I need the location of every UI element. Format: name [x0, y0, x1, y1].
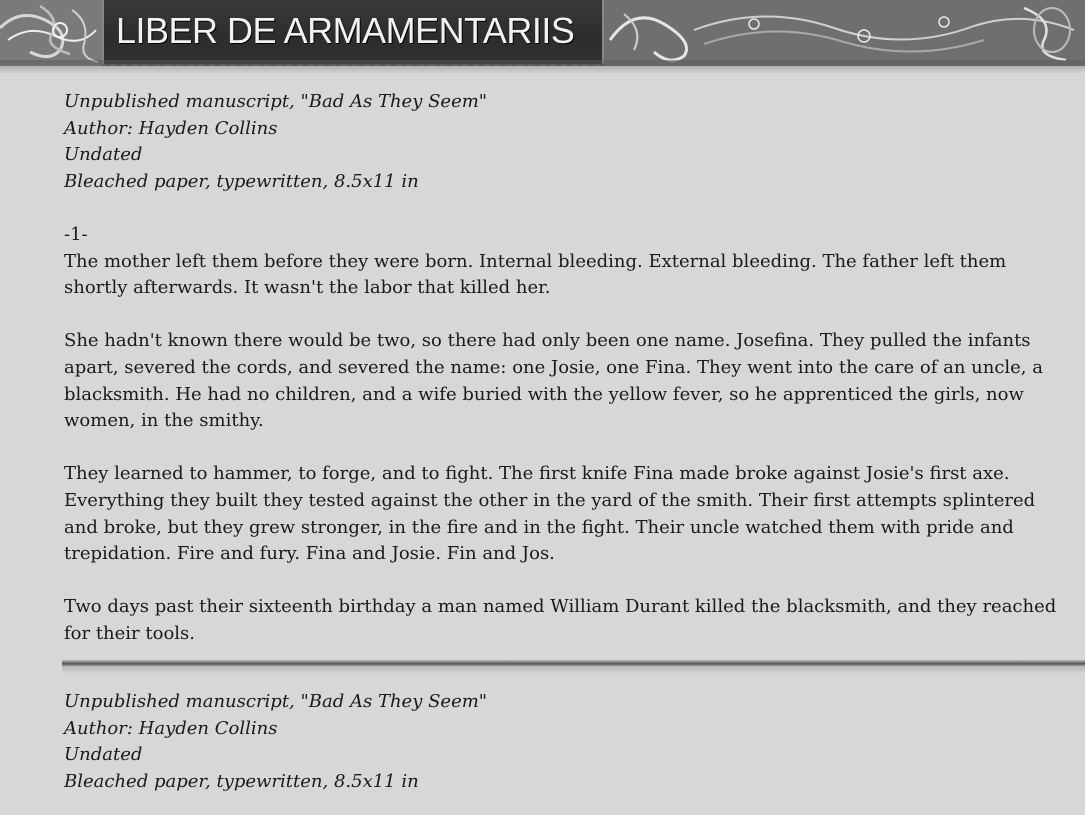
- ornament-right-icon: [604, 0, 1085, 66]
- entry-metadata: [64, 89, 1064, 195]
- paragraph: Two days past their sixteenth birthday a man named William Durant killed the blacksmith, and they reached for their tools.: [64, 596, 1057, 644]
- paragraph: She hadn't known there would be two, so there had only been one name. Josefina. They pulled the infants apart, severed the cords, and severed the name: one Josie, one Fina. They went into the care of an uncle, a blacksmith. He had no children, and a wife buried with the yellow fever, so he apprenticed the girls, now women, in the smithy.: [64, 330, 1043, 432]
- meta-title: Unpublished manuscript, "Bad As They Seem": [64, 691, 488, 712]
- meta-date: Undated: [64, 744, 143, 766]
- header-banner: [0, 0, 1085, 66]
- meta-material: Bleached paper, typewritten, 8.5x11 in: [64, 770, 419, 792]
- banner-shadow: [0, 60, 1085, 74]
- page-number: -1-: [64, 223, 88, 245]
- meta-date: Undated: [64, 144, 143, 166]
- divider-shadow: [62, 666, 1085, 674]
- manuscript-entry: [64, 89, 1064, 647]
- title-plate: [102, 0, 604, 64]
- paragraph: They learned to hammer, to forge, and to fight. The first knife Fina made broke against Josie's first axe. Everything they built they tested against the other in the yard of the smith. Their first attempts splintered and broke, but they grew stronger, in the fire and in the fight. Their uncle watched them with pride and trepidation. Fire and fury. Fina and Josie. Fin and Jos.: [64, 463, 1036, 565]
- ornament-left-icon: [0, 0, 102, 66]
- page-title: LIBER DE ARMAMENTARIIS: [116, 10, 575, 51]
- meta-author: Author: Hayden Collins: [64, 117, 278, 139]
- entry-metadata: [64, 689, 1064, 795]
- paragraph: The mother left them before they were born. Internal bleeding. External bleeding. The father left them shortly afterwards. It wasn't the labor that killed her.: [64, 250, 1007, 299]
- meta-title: Unpublished manuscript, "Bad As They Seem": [64, 91, 488, 112]
- meta-material: Bleached paper, typewritten, 8.5x11 in: [64, 170, 419, 192]
- manuscript-entry: [64, 689, 1064, 795]
- meta-author: Author: Hayden Collins: [64, 717, 278, 739]
